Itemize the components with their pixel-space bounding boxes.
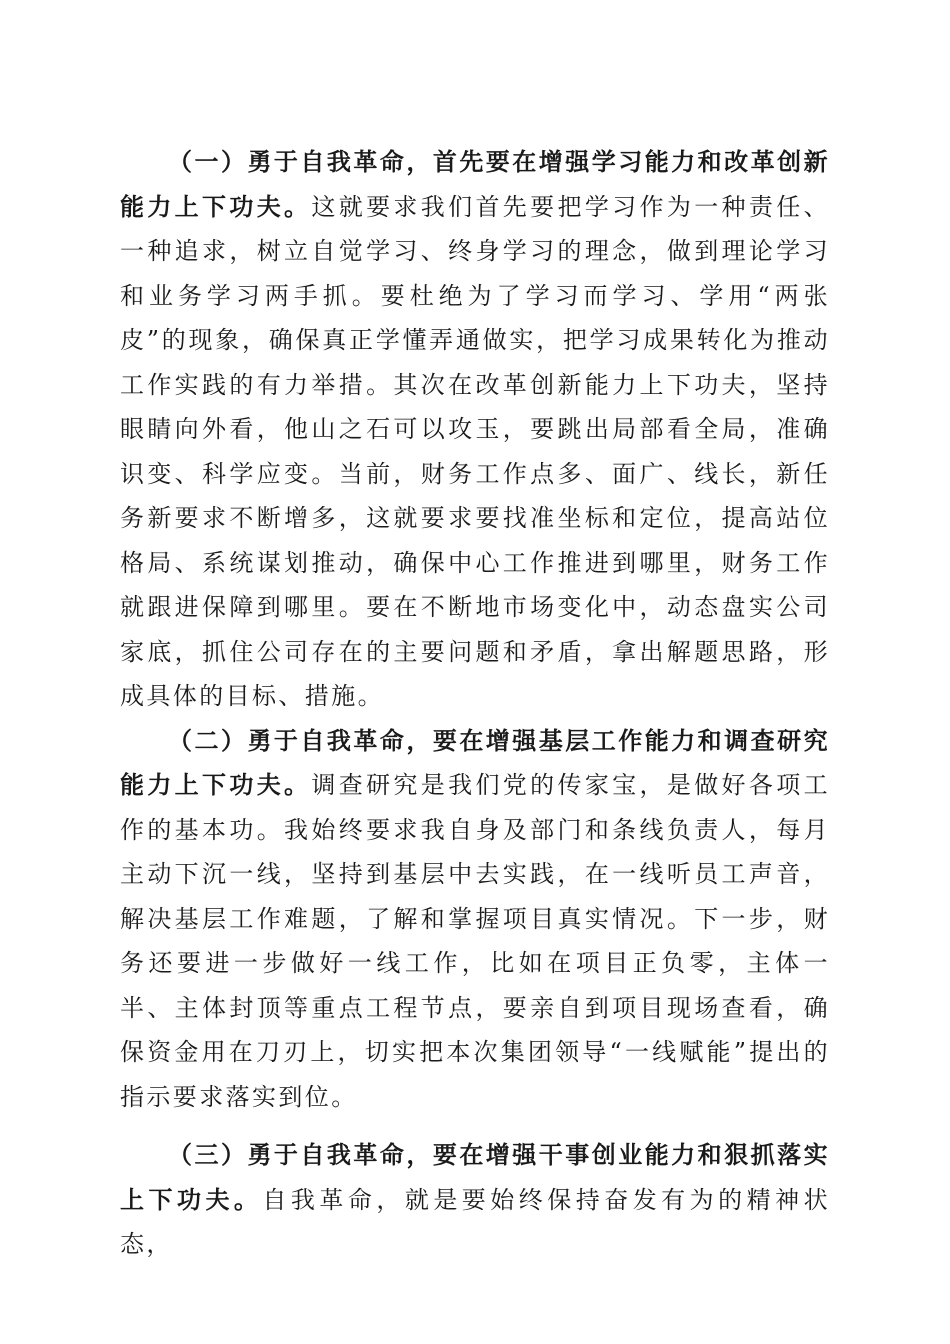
- paragraph-1-heading: （一）勇于自我革命，首先要在增强学习能力和改革创新能力上下功夫。: [120, 147, 830, 221]
- paragraph-2-body: 调查研究是我们党的传家宝，是做好各项工作的基本功。我始终要求我自身及部门和条线负责人，每月主动下沉一线，坚持到基层中去实践，在一线听员工声音，解决基层工作难题，了解和掌握项目真实情况。下一步，财务还要进一步做好一线工作，比如在项目正负零，主体一半、主体封顶等重点工程节点，要亲自到项目现场查看，确保资金用在刀刃上，切实把本次集团领导“一线赋能”提出的指示要求落实到位。: [120, 771, 830, 1111]
- document-body: [120, 140, 830, 1267]
- paragraph-3-body: 自我革命，就是要始终保持奋发有为的精神状态，: [120, 1185, 831, 1258]
- paragraph-2: [120, 719, 830, 1120]
- paragraph-1-body: 这就要求我们首先要把学习作为一种责任、一种追求，树立自觉学习、终身学习的理念，做到理论学习和业务学习两手抓。要杜绝为了学习而学习、学用“两张皮”的现象，确保真正学懂弄通做实，把学习成果转化为推动工作实践的有力举措。其次在改革创新能力上下功夫，坚持眼睛向外看，他山之石可以攻玉，要跳出局部看全局，准确识变、科学应变。当前，财务工作点多、面广、线长，新任务新要求不断增多，这就要求要找准坐标和定位，提高站位格局、系统谋划推动，确保中心工作推进到哪里，财务工作就跟进保障到哪里。要在不断地市场变化中，动态盘实公司家底，抓住公司存在的主要问题和矛盾，拿出解题思路，形成具体的目标、措施。: [120, 192, 830, 710]
- paragraph-1: [120, 140, 830, 719]
- paragraph-3: [120, 1133, 830, 1267]
- paragraph-2-heading: （二）勇于自我革命，要在增强基层工作能力和调查研究能力上下功夫。: [120, 725, 830, 799]
- paragraph-3-heading: （三）勇于自我革命，要在增强干事创业能力和狠抓落实上下功夫。: [120, 1140, 830, 1214]
